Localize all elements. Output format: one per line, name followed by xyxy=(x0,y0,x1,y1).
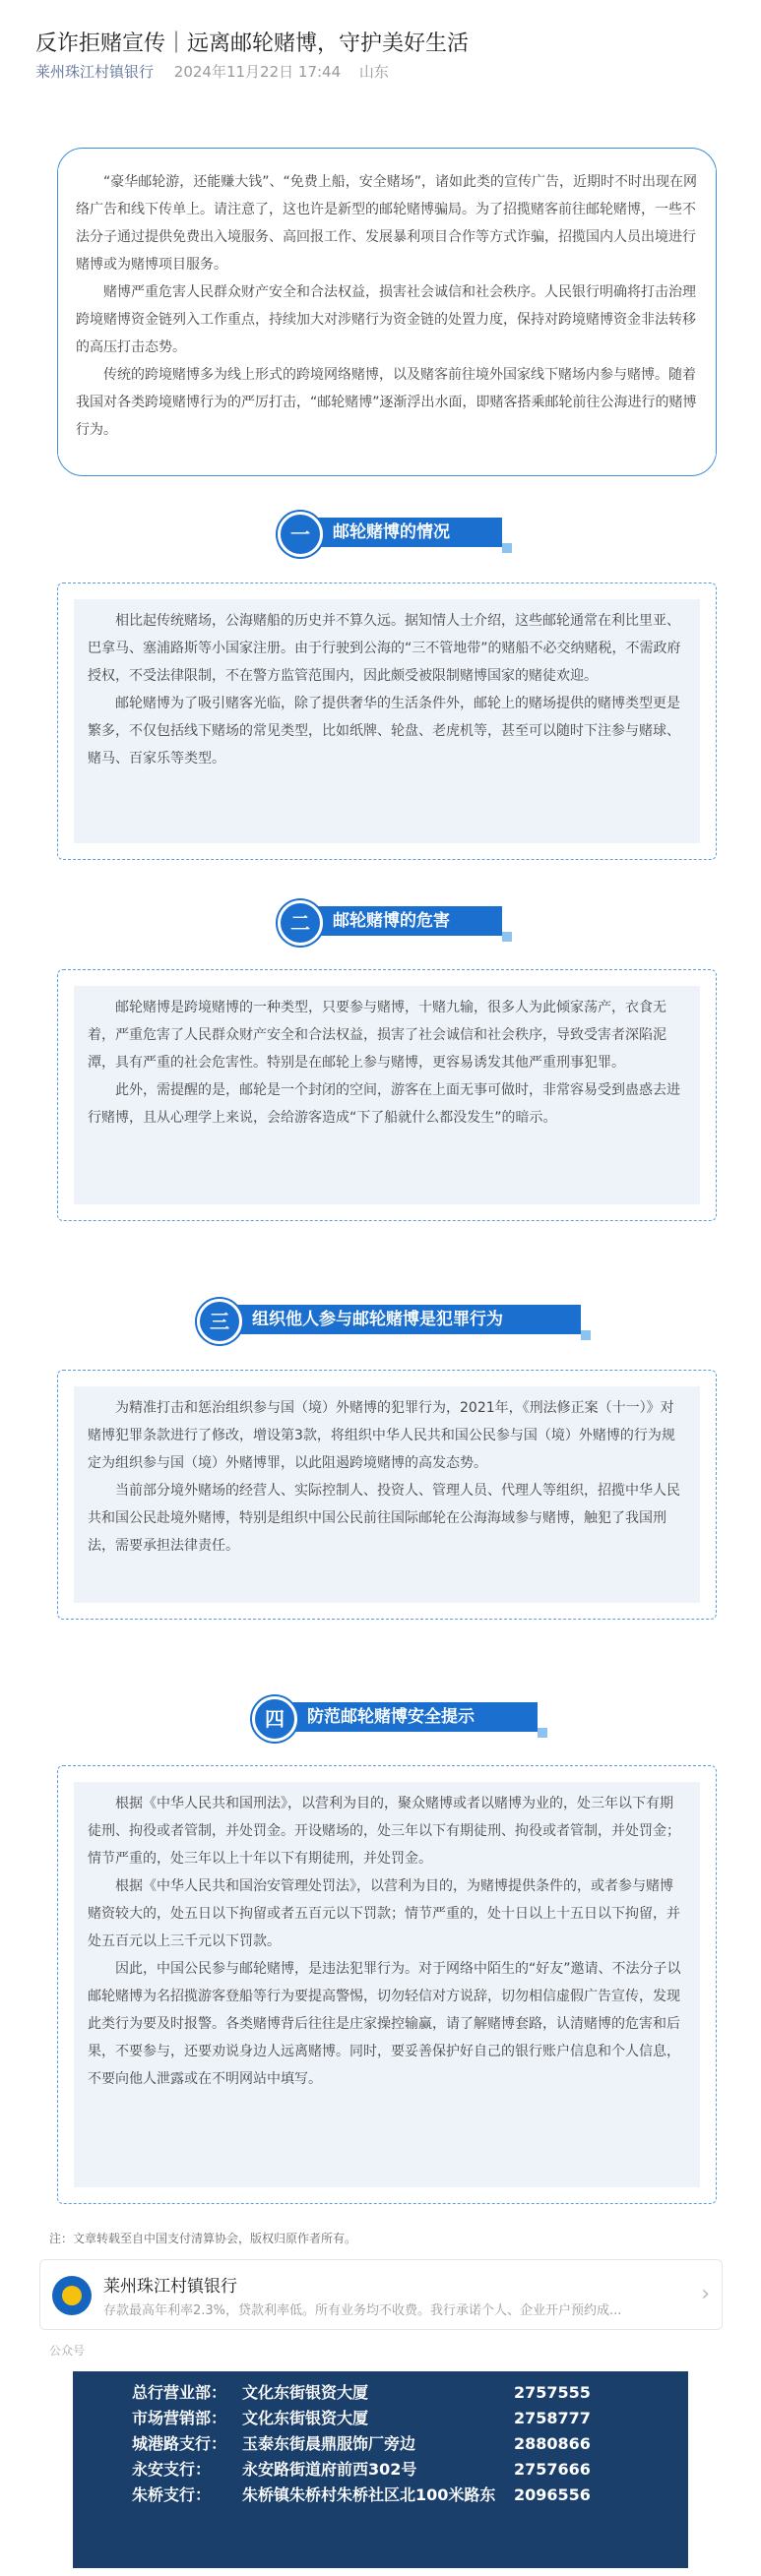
branch-address: 文化东街银资大厦 xyxy=(242,2409,369,2427)
chevron-right-icon: › xyxy=(701,2282,710,2306)
section-3-box xyxy=(57,1370,717,1620)
section-title: 组织他人参与邮轮赌博是犯罪行为 xyxy=(252,1310,503,1329)
section-paragraph: 为精准打击和惩治组织参与国（境）外赌博的犯罪行为，2021年，《刑法修正案（十一）》对赌博犯罪条款进行了修改，增设第3款，将组织中华人民共和国公民参与国（境）外赌博的行为规定为组织参与国（境）外赌博罪，以此阻遏跨境赌博的高发态势。 xyxy=(88,1400,675,1471)
branch-name: 城港路支行： xyxy=(132,2434,227,2453)
branch-row xyxy=(132,2484,591,2507)
bank-logo-icon xyxy=(52,2276,92,2315)
section-heading-3 xyxy=(197,1299,591,1340)
section-paragraph: 邮轮赌博是跨境赌博的一种类型，只要参与赌博，十赌九输，很多人为此倾家荡产，衣食无着，严重危害了人民群众财产安全和合法权益，损害了社会诚信和社会秩序，导致受害者深陷泥潭，具有严重的社会危害性。特别是在邮轮上参与赌博，更容易诱发其他严重刑事犯罪。 xyxy=(88,1000,666,1071)
branch-address: 文化东街银资大厦 xyxy=(242,2383,369,2402)
section-paragraph: 根据《中华人民共和国治安管理处罚法》，以营利为目的，为赌博提供条件的，或者参与赌博赌资较大的，处五日以下拘留或者五百元以下罚款；情节严重的，处十日以上十五日以下拘留，并处五百元以上三千元以下罚款。 xyxy=(88,1878,680,1949)
section-number: 四 xyxy=(252,1696,297,1742)
account-card[interactable] xyxy=(39,2259,723,2330)
publish-date: 2024年11月22日 17:44 xyxy=(173,63,342,81)
section-heading-2 xyxy=(278,900,504,942)
section-1-box xyxy=(57,583,717,860)
branch-phone: 2096556 xyxy=(514,2485,591,2504)
branch-name: 市场营销部： xyxy=(132,2409,227,2427)
branch-row xyxy=(132,2407,591,2430)
section-paragraph: 此外，需提醒的是，邮轮是一个封闭的空间，游客在上面无事可做时，非常容易受到蛊惑去进行赌博，且从心理学上来说，会给游客造成“下了船就什么都没发生”的暗示。 xyxy=(88,1082,680,1126)
branch-phone: 2880866 xyxy=(514,2434,591,2453)
section-number: 三 xyxy=(197,1299,242,1344)
section-4-box xyxy=(57,1765,717,2204)
branch-phone: 2757666 xyxy=(514,2460,591,2479)
intro-paragraph: 赌博严重危害人民群众财产安全和合法权益，损害社会诚信和社会秩序。人民银行明确将打击治理跨境赌博资金链列入工作重点，持续加大对涉赌行为资金链的处置力度，保持对跨境赌博资金非法转移的高压打击态势。 xyxy=(76,284,696,355)
section-heading-1 xyxy=(278,512,504,553)
section-number: 二 xyxy=(278,900,323,946)
section-title: 邮轮赌博的危害 xyxy=(333,911,450,931)
section-heading-4 xyxy=(252,1696,547,1738)
branch-phone: 2757555 xyxy=(514,2383,591,2402)
branch-row xyxy=(132,2381,591,2405)
branch-phone: 2758777 xyxy=(514,2409,591,2427)
account-link[interactable]: 莱州珠江村镇银行 xyxy=(35,63,155,81)
section-title: 邮轮赌博的情况 xyxy=(333,522,450,542)
account-card-name: 莱州珠江村镇银行 xyxy=(103,2277,237,2297)
article-title: 反诈拒赌宣传｜远离邮轮赌博，守护美好生活 xyxy=(35,31,470,56)
article-meta xyxy=(35,61,403,82)
branch-name: 总行营业部： xyxy=(132,2383,227,2402)
copyright-note: 注：文章转载至自中国支付清算协会，版权归原作者所有。 xyxy=(49,2232,357,2245)
section-number: 一 xyxy=(278,512,323,557)
branch-name: 朱桥支行： xyxy=(132,2485,212,2504)
branch-address: 朱桥镇朱桥村朱桥社区北100米路东 xyxy=(242,2485,496,2504)
account-card-description: 存款最高年利率2.3%，贷款利率低。所有业务均不收费。我行承诺个人、企业开户预约成... xyxy=(103,2303,622,2318)
section-paragraph: 因此，中国公民参与邮轮赌博，是违法犯罪行为。对于网络中陌生的“好友”邀请、不法分子以邮轮赌博为名招揽游客登船等行为要提高警惕，切勿轻信对方说辞，切勿相信虚假广告宣传，发现此类行为要及时报警。各类赌博背后往往是庄家操控输赢，请了解赌博套路，认清赌博的危害和后果，不要参与，还要劝说身边人远离赌博。同时，要妥善保护好自己的银行账户信息和个人信息，不要向他人泄露或在不明网站中填写。 xyxy=(88,1961,681,2087)
branch-address: 永安路街道府前西302号 xyxy=(242,2460,417,2479)
branch-name: 永安支行： xyxy=(132,2460,212,2479)
intro-paragraph: 传统的跨境赌博多为线上形式的跨境网络赌博，以及赌客前往境外国家线下赌场内参与赌博。随着我国对各类跨境赌博行为的严厉打击，“邮轮赌博”逐渐浮出水面，即赌客搭乘邮轮前往公海进行的赌博行为。 xyxy=(76,367,697,438)
section-2-box xyxy=(57,969,717,1221)
section-paragraph: 当前部分境外赌场的经营人、实际控制人、投资人、管理人员、代理人等组织，招揽中华人民共和国公民赴境外赌博，特别是组织中国公民前往国际邮轮在公海海域参与赌博，触犯了我国刑法，需要承担法律责任。 xyxy=(88,1483,680,1554)
intro-box xyxy=(57,148,717,476)
section-paragraph: 邮轮赌博为了吸引赌客光临，除了提供奢华的生活条件外，邮轮上的赌场提供的赌博类型更是繁多，不仅包括线下赌场的常见类型，比如纸牌、轮盘、老虎机等，甚至可以随时下注参与赌球、赌马、百家乐等类型。 xyxy=(88,696,680,767)
branch-address: 玉泰东街晨鼎服饰厂旁边 xyxy=(242,2434,416,2453)
branch-row xyxy=(132,2458,591,2482)
branch-contact-banner xyxy=(73,2371,688,2568)
intro-paragraph: “豪华邮轮游，还能赚大钱”、“免费上船，安全赌场”，诸如此类的宣传广告，近期时不时出现在网络广告和线下传单上。请注意了，这也许是新型的邮轮赌博骗局。为了招揽赌客前往邮轮赌博，一些不法分子通过提供免费出入境服务、高回报工作、发展暴利项目合作等方式诈骗，招揽国内人员出境进行赌博或为赌博项目服务。 xyxy=(76,174,698,273)
branch-row xyxy=(132,2432,591,2456)
section-paragraph: 根据《中华人民共和国刑法》，以营利为目的，聚众赌博或者以赌博为业的，处三年以下有期徒刑、拘役或者管制，并处罚金。开设赌场的，处三年以下有期徒刑、拘役或者管制，并处罚金；情节严重的，处三年以上十年以下有期徒刑，并处罚金。 xyxy=(88,1796,680,1867)
section-paragraph: 相比起传统赌场，公海赌船的历史并不算久远。据知情人士介绍，这些邮轮通常在利比里亚、巴拿马、塞浦路斯等小国家注册。由于行驶到公海的“三不管地带”的赌船不必交纳赌税，不需政府授权，不受法律限制，不在警方监管范围内，因此颇受被限制赌博国家的赌徒欢迎。 xyxy=(88,613,681,684)
official-account-label: 公众号 xyxy=(49,2344,86,2358)
publish-location: 山东 xyxy=(358,63,389,81)
section-title: 防范邮轮赌博安全提示 xyxy=(307,1707,475,1727)
